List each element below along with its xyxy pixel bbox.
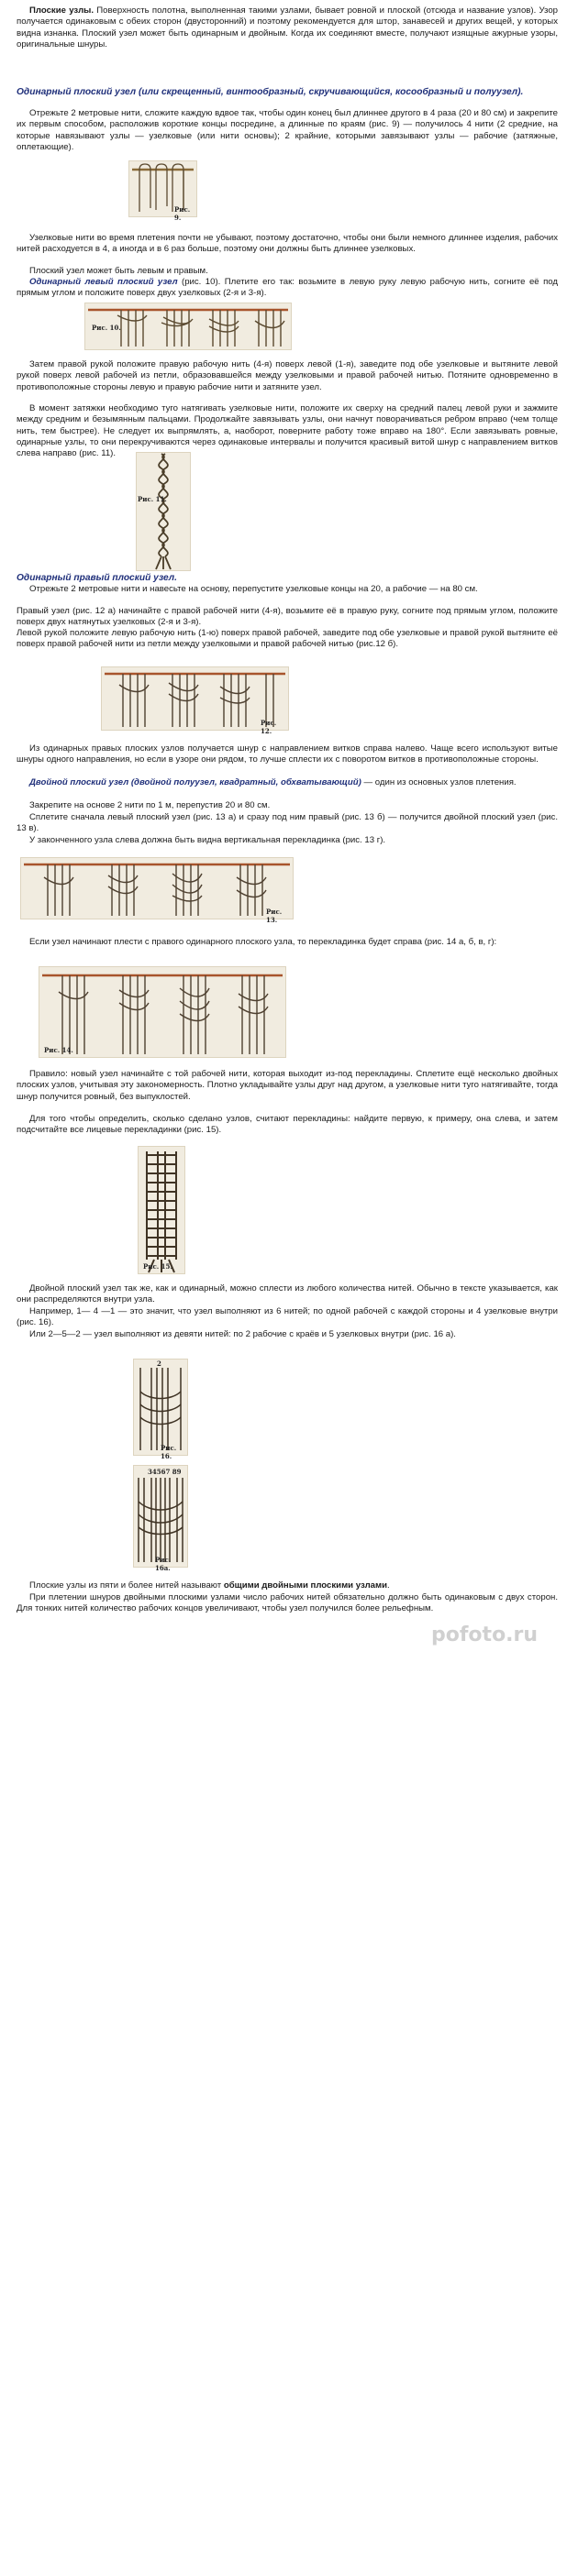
paragraph-any-number: Двойной плоский узел так же, как и одинарный, можно сплести из любого количества нитей. Обычно в тексте указывается, как они распределяются внутри узла.: [17, 1283, 558, 1305]
figure-14-drawing: [39, 966, 286, 1058]
paragraph-after-fig-12: Из одинарных правых плоских узлов получается шнур с направлением витков справа налево. Чаще всего используют витые шнуры одного направления, но если в узоре они рядом, то лучше сплести их с поворотом витков в противоположные стороны.: [17, 743, 558, 765]
paragraph-left-right: Плоский узел может быть левым и правым.: [29, 266, 208, 276]
heading-double-flat-knot: Двойной плоский узел (двойной полуузел, квадратный, обхватывающий): [29, 777, 361, 787]
figure-16-illustration: [133, 1359, 188, 1460]
paragraph-right-knot-1: Отрежьте 2 метровые нити и навесьте на основу, перепустите узелковые концы на 20, а рабочие — на 80 см.: [29, 584, 478, 594]
figure-12-illustration: [101, 666, 289, 735]
paragraph-right-knot-3: Левой рукой положите левую рабочую нить (1-ю) поверх правой рабочей, заведите под обе узелковые и правой рукой вытяните её поверх правой рабочей нити из петли между узелковыми и правой рабочей нитью (рис.12 б).: [17, 628, 558, 650]
figure-14-caption: Рис. 14.: [44, 1046, 73, 1054]
figure-14-illustration: [39, 966, 286, 1058]
watermark-logo: pofoto.ru: [431, 1624, 539, 1646]
intro-text: Поверхность полотна, выполненная такими узлами, бывает ровной и плоской (отсюда и название узлов). Узор получается одинаковым с обеих сторон (двусторонний) и поэтому рекомендуется для штор, занавесей и других вещей, у которых видна изнанка. Плоский узел может быть одинарным и двойным. Когда их соединяют вместе, получают изящные ажурные узоры, оригинальные шнуры.: [17, 6, 559, 50]
paragraph-final-2: При плетении шнуров двойными плоскими узлами число рабочих нитей обязательно должно быть одинаковым с двух сторон. Для тонких нитей количество рабочих концов увеличивают, чтобы узел получился более рельефным.: [17, 1592, 558, 1614]
paragraph-after-fig-10: Затем правой рукой положите правую рабочую нить (4-я) поверх левой (1-я), заведите под обе узелковые и вытяните левой рукой поверх левой рабочей из петли, образовавшейся между узелковыми и правой рабочей нитью. Потяните одновременно в противоположные стороны левую и правую рабочие нити и затяните узел.: [17, 359, 558, 392]
figure-15-caption: Рис. 15.: [143, 1262, 172, 1271]
paragraph-after-fig-9: Узелковые нити во время плетения почти не убывают, поэтому достаточно, чтобы они были немного длиннее изделия, рабочих нитей расходуется в 4, а иногда и в 6 раз больше, поэтому они должны быть длиннее узелковых.: [17, 233, 558, 255]
final-1-text-c: .: [387, 1580, 390, 1591]
figure-16-caption: Рис. 16.: [161, 1444, 177, 1460]
intro-paragraph: [17, 6, 558, 50]
figure-11-caption: Рис. 11.: [138, 495, 167, 503]
figure-13-caption: Рис. 13.: [266, 908, 283, 924]
paragraph-after-fig-13: Если узел начинают плести с правого одинарного плоского узла, то перекладинка будет справа (рис. 14 а, б, в, г):: [29, 937, 497, 947]
paragraph-tightening: В момент затяжки необходимо туго натягивать узелковые нити, положите их сверху на средний палец левой руки и зажмите между средним и безымянным пальцами. Продолжайте завязывать узлы, они начнут поворачиваться ребром вправо (чем толще нить, тем быстрее). Не следует их выпрямлять, а, наоборот, поверните работу тоже вправо на 180°. Если завязывать ровные, одинарные узлы, то они перекручиваются через одинаковые интервалы и получится красивый витой шнур с направлением витков слева направо (рис. 11).: [17, 403, 558, 459]
paragraph-single-knot: Отрежьте 2 метровые нити, сложите каждую вдвое так, чтобы один конец был длиннее другого в 4 раза (20 и 80 см) и закрепите их первым способом, расположив короткие концы посредине, а длинные по краям (рис. 9) — получилось 4 нити (2 средние, на которые навязывают узлы — узелковые (или нити основы); 2 крайние, которыми завязывают узлы — рабочие (затяжные, оплетающие).: [17, 108, 558, 152]
figure-12-caption: Рис. 12.: [261, 719, 277, 735]
figure-9-caption: Рис. 9.: [174, 205, 191, 222]
figure-16a-top-numbers: 34567 89: [148, 1468, 182, 1476]
figure-16-top-number: 2: [157, 1360, 161, 1368]
left-knot-text: (рис. 10). Плетите его так: возьмите в левую руку левую рабочую нить, согните её под прямым углом и положите поверх двух узелковых (2-я и 3-я).: [17, 277, 558, 299]
intro-lead: Плоские узлы.: [29, 6, 94, 16]
figure-15-illustration: [138, 1146, 185, 1274]
figure-10-illustration: [84, 303, 292, 350]
heading-single-flat-knot: Одинарный плоский узел (или скрещенный, винтообразный, скручивающийся, косообразный и полуузел).: [17, 87, 524, 97]
paragraph-rule: Правило: новый узел начинайте с той рабочей нити, которая выходит из-под перекладины. Сплетите ещё несколько двойных плоских узлов, учитывая эту закономерность. Плотно укладывайте узлы друг над другом, а узелковые нити туго натягивайте, тогда шнур получится ровный, без выпуклостей.: [17, 1069, 558, 1102]
figure-16a-drawing: [133, 1465, 188, 1568]
paragraph-double-2: Сплетите сначала левый плоский узел (рис. 13 а) и сразу под ним правый (рис. 13 б) — получится двойной плоский узел (рис. 13 в).: [17, 812, 558, 834]
final-1-text-a: Плоские узлы из пяти и более нитей называют: [29, 1580, 224, 1591]
paragraph-example-2: Или 2—5—2 — узел выполняют из девяти нитей: по 2 рабочие с краёв и 5 узелковых внутри (рис. 16 а).: [29, 1329, 456, 1339]
paragraph-double-1: Закрепите на основе 2 нити по 1 м, перепустив 20 и 80 см.: [29, 800, 271, 810]
figure-11-illustration: [136, 452, 191, 571]
figure-16a-illustration: [133, 1465, 188, 1572]
figure-16-drawing: [133, 1359, 188, 1456]
figure-13-drawing: [20, 857, 294, 919]
paragraph-right-knot-2: Правый узел (рис. 12 а) начинайте с правой рабочей нити (4-я), возьмите её в правую руку, согните под прямым углом, положите поверх двух натянутых узелковых (2-я и 3-я).: [17, 606, 558, 628]
paragraph-count: Для того чтобы определить, сколько сделано узлов, считают перекладины: найдите первую, к примеру, она слева, и затем подсчитайте все лицевые перекладинки (рис. 15).: [17, 1114, 558, 1136]
heading-right-flat-knot: Одинарный правый плоский узел.: [17, 573, 177, 583]
paragraph-double-3: У законченного узла слева должна быть видна вертикальная перекладинка (рис. 13 г).: [29, 835, 386, 845]
figure-16a-caption: Рис. 16а.: [155, 1556, 172, 1572]
figure-11-drawing: [136, 452, 191, 571]
figure-15-drawing: [138, 1146, 185, 1274]
heading-left-flat-knot: Одинарный левый плоский узел: [29, 277, 178, 287]
final-1-text-bold: общими двойными плоскими узлами: [223, 1580, 388, 1591]
figure-9-illustration: [128, 160, 197, 222]
figure-13-illustration: [20, 857, 294, 924]
paragraph-final-1: [17, 1580, 558, 1591]
paragraph-double-knot: [17, 777, 558, 788]
double-knot-text: — один из основных узлов плетения.: [361, 777, 517, 787]
figure-10-caption: Рис. 10.: [92, 324, 121, 332]
paragraph-example-1: Например, 1— 4 —1 — это значит, что узел выполняют из 6 нитей; по одной рабочей с каждой стороны и 4 узелковые внутри (рис. 16).: [17, 1306, 558, 1328]
paragraph-left-knot: [17, 277, 558, 300]
